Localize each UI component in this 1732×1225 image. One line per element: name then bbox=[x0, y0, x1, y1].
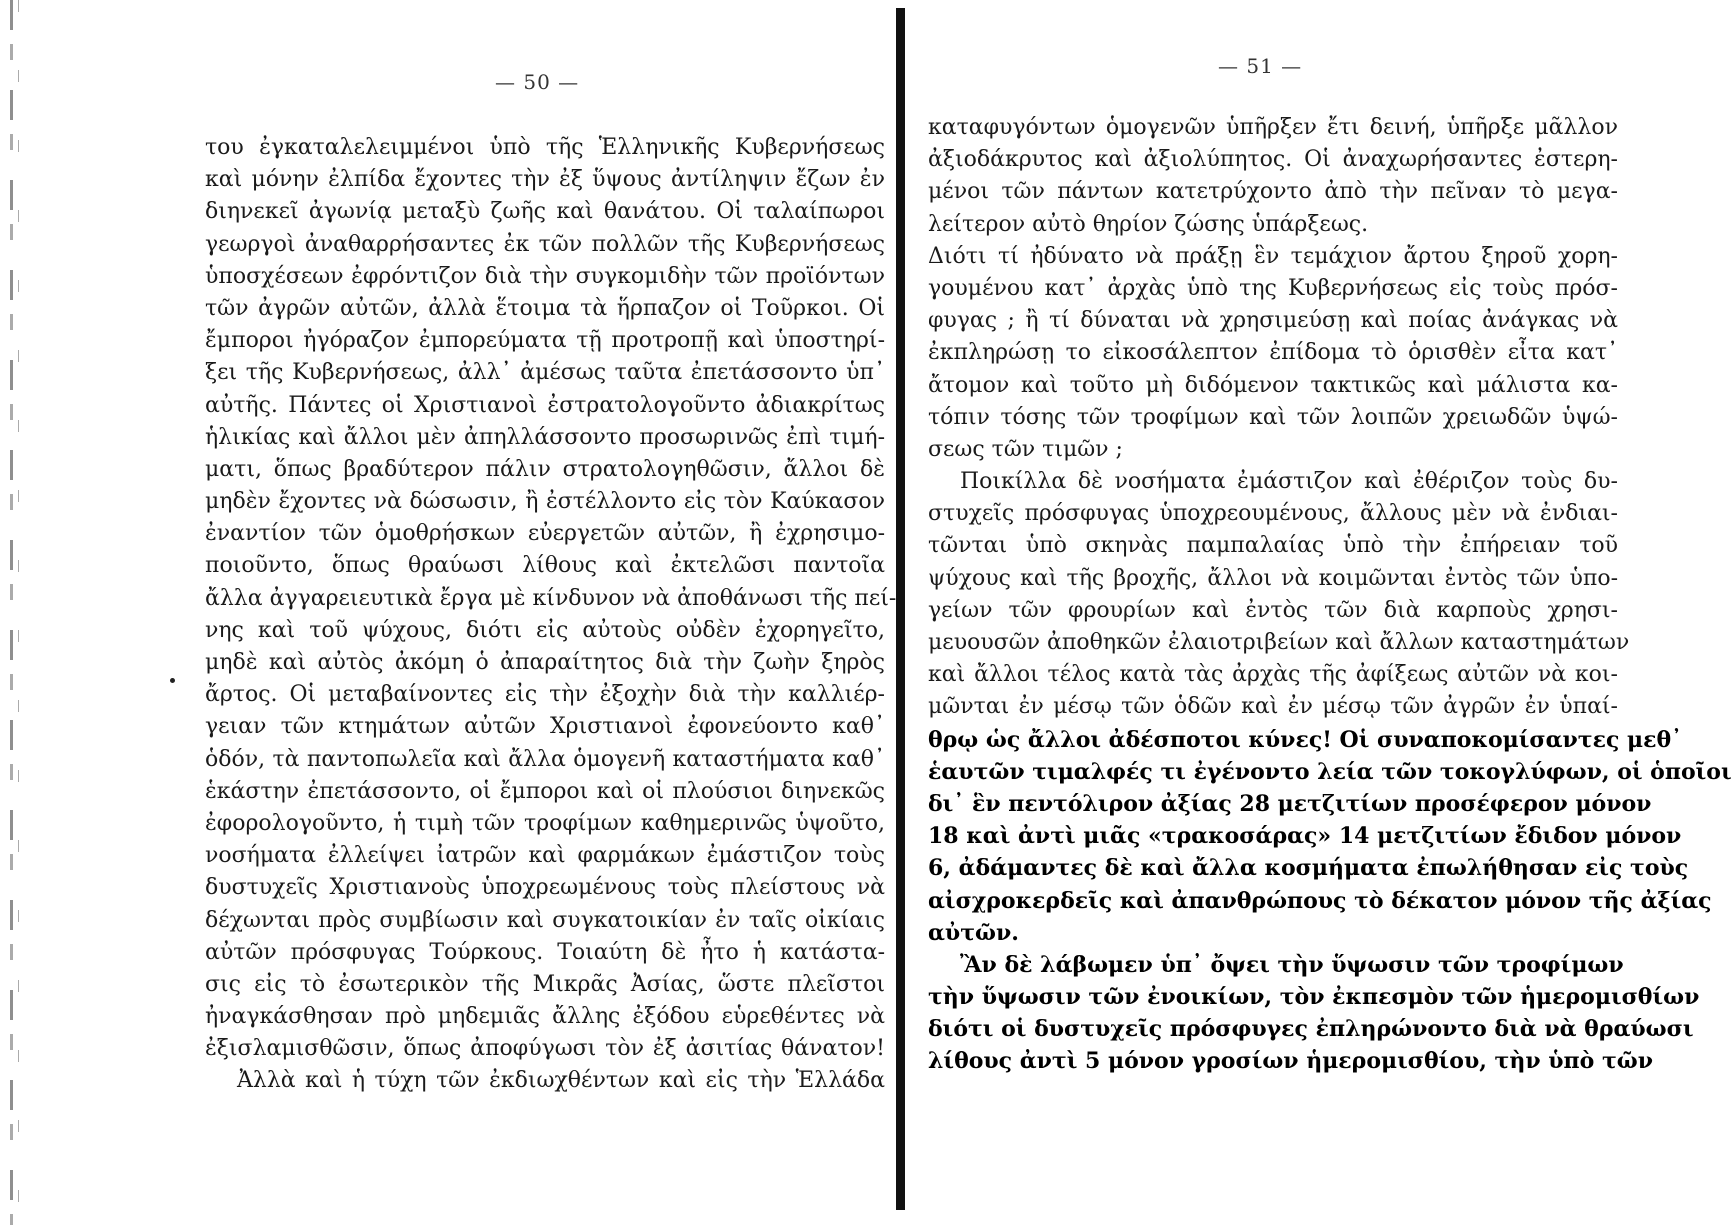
text-line: 18 καὶ ἀντὶ μιᾶς «τρακοσάρας» 14 μετζιτίων ἔδιδον μόνον bbox=[928, 823, 1682, 850]
text-line: μηδὲ καὶ αὐτὸς ἀκόμη ὁ ἀπαραίτητος διὰ τὴν ζωὴν ξηρὸς bbox=[205, 650, 885, 675]
text-line: ἐξισλαμισθῶσιν, ὅπως ἀποφύγωσι τὸν ἐξ ἀσιτίας θάνατον! bbox=[205, 1036, 885, 1062]
text-line: ἐκπληρώσῃ το εἰκοσάλεπτον ἐπίδομα τὸ ὁρισθὲν εἶτα κατ᾽ bbox=[928, 340, 1618, 366]
text-line: νης καὶ τοῦ ψύχους, διότι εἰς αὐτοὺς οὐδὲν ἐχορηγεῖτο, bbox=[205, 617, 885, 643]
text-line: ἄτομον καὶ τοῦτο μὴ διδόμενον τακτικῶς καὶ μάλιστα κα- bbox=[928, 372, 1618, 398]
text-line: του ἐγκαταλελειμμένοι ὑπὸ τῆς Ἑλληνικῆς Κυβερνήσεως bbox=[205, 135, 885, 160]
text-line: δυστυχεῖς Χριστιανοὺς ὑποχρεωμένους τοὺς πλείστους νὰ bbox=[205, 875, 885, 901]
text-line: νοσήματα ἐλλείψει ἰατρῶν καὶ φαρμάκων ἐμάστιζον τοὺς bbox=[205, 843, 885, 869]
text-line: μῶνται ἐν μέσῳ τῶν ὁδῶν καὶ ἐν μέσῳ τῶν ἀγρῶν ἐν ὑπαί- bbox=[928, 694, 1618, 720]
text-line: 6, ἀδάμαντες δὲ καὶ ἄλλα κοσμήματα ἐπωλήθησαν εἰς τοὺς bbox=[928, 855, 1689, 882]
text-line: Ἀλλὰ καὶ ἡ τύχη τῶν ἐκδιωχθέντων καὶ εἰς τὴν Ἑλλάδα bbox=[237, 1068, 885, 1094]
text-line: λείτερον αὐτὸ θηρίον ζώσης ὑπάρξεως. bbox=[928, 211, 1369, 237]
text-line: ἑαυτῶν τιμαλφές τι ἐγένοντο λεία τῶν τοκογλύφων, οἱ ὁποῖοι bbox=[928, 758, 1732, 785]
text-line: ἄλλα ἀγγαρειευτικὰ ἔργα μὲ κίνδυνον νὰ ἀποθάνωσι τῆς πεί- bbox=[205, 585, 897, 611]
page-number-left: — 50 — bbox=[495, 70, 580, 94]
text-line: τῶνται ὑπὸ σκηνὰς παμπαλαίας ὑπὸ τὴν ἐπήρειαν τοῦ bbox=[928, 533, 1618, 559]
text-line: Ποικίλλα δὲ νοσήματα ἐμάστιζον καὶ ἐθέριζον τοὺς δυ- bbox=[960, 469, 1618, 495]
text-line: τῶν ἀγρῶν αὐτῶν, ἀλλὰ ἕτοιμα τὰ ἥρπαζον οἱ Τοῦρκοι. Οἱ bbox=[205, 295, 885, 321]
text-line: γείων τῶν φρουρίων καὶ ἐντὸς τῶν διὰ καρποὺς χρησι- bbox=[928, 597, 1618, 623]
text-line: γουμένου κατ᾽ ἀρχὰς ὑπὸ της Κυβερνήσεως εἰς τοὺς πρόσ- bbox=[928, 275, 1618, 301]
text-line: δέχωνται πρὸς συμβίωσιν καὶ συγκατοικίαν ἐν ταῖς οἰκίαις bbox=[205, 907, 885, 933]
scan-edge-shadow-inner bbox=[18, 0, 19, 1225]
text-line: διότι οἱ δυστυχεῖς πρόσφυγες ἐπληρώνοντο διὰ νὰ θραύωσι bbox=[928, 1016, 1694, 1043]
scan-edge-shadow bbox=[10, 0, 13, 1225]
text-line: ὑποσχέσεων ἐφρόντιζον διὰ τὴν συγκομιδὴν τῶν προϊόντων bbox=[205, 263, 885, 289]
text-line: ἐφορολογοῦντο, ἡ τιμὴ τῶν τροφίμων καθημερινῶς ὑψοῦτο, bbox=[205, 810, 885, 836]
text-line: ἄρτος. Οἱ μεταβαίνοντες εἰς τὴν ἐξοχὴν διὰ τὴν καλλιέρ- bbox=[205, 682, 885, 708]
text-line: φυγας ; ἢ τί δύναται νὰ χρησιμεύσῃ καὶ ποίας ἀνάγκας νὰ bbox=[928, 308, 1618, 334]
text-line: στυχεῖς πρόσφυγας ὑποχρεουμένους, ἄλλους μὲν νὰ ἐνδιαι- bbox=[928, 501, 1618, 527]
text-line: δι᾽ ἓν πεντόλιρον ἀξίας 28 μετζιτίων προσέφερον μόνον bbox=[928, 790, 1652, 817]
text-line: καὶ μόνην ἐλπίδα ἔχοντες τὴν ἐξ ὕψους ἀντίληψιν ἔζων ἐν bbox=[205, 167, 885, 193]
text-line: αὐτῶν πρόσφυγας Τούρκους. Τοιαύτη δὲ ἦτο ἡ κατάστα- bbox=[205, 939, 885, 965]
left-page-text bbox=[205, 132, 897, 1098]
text-line: λίθους ἀντὶ 5 μόνον γροσίων ἡμερομισθίου, τὴν ὑπὸ τῶν bbox=[928, 1048, 1653, 1075]
right-page-text bbox=[928, 112, 1732, 1078]
text-line: σεως τῶν τιμῶν ; bbox=[928, 436, 1123, 462]
text-line: ἔμποροι ἠγόραζον ἐμπορεύματα τῇ προτροπῇ καὶ ὑποστηρί- bbox=[205, 328, 885, 354]
text-line: ἠναγκάσθησαν πρὸ μηδεμιᾶς ἄλλης ἐξόδου εὑρεθέντες νὰ bbox=[205, 1004, 885, 1030]
text-line: τὴν ὕψωσιν τῶν ἐνοικίων, τὸν ἐκπεσμὸν τῶν ἡμερομισθίων bbox=[928, 984, 1700, 1011]
text-line: αὐτῶν. bbox=[928, 919, 1019, 946]
text-line: γεωργοὶ ἀναθαρρήσαντες ἐκ τῶν πολλῶν τῆς Κυβερνήσεως bbox=[205, 231, 885, 257]
text-line: καὶ ἄλλοι τέλος κατὰ τὰς ἀρχὰς τῆς ἀφίξεως αὐτῶν νὰ κοι- bbox=[928, 662, 1618, 688]
text-line: μηδὲν ἔχοντες νὰ δώσωσιν, ἢ ἐστέλλοντο εἰς τὸν Καύκασον bbox=[205, 489, 885, 515]
page-number-right: — 51 — bbox=[1218, 54, 1303, 78]
text-line: αὐτῆς. Πάντες οἱ Χριστιανοὶ ἐστρατολογοῦντο ἀδιακρίτως bbox=[205, 392, 885, 418]
text-line: ποιοῦντο, ὅπως θραύωσι λίθους καὶ ἐκτελῶσι παντοῖα bbox=[205, 553, 885, 579]
text-line: θρῳ ὡς ἄλλοι ἀδέσποτοι κύνες! Οἱ συναποκομίσαντες μεθ᾽ bbox=[928, 726, 1683, 753]
text-line: αἰσχροκερδεῖς καὶ ἀπανθρώπους τὸ δέκατον μόνον τῆς ἀξίας bbox=[928, 887, 1712, 914]
text-line: ψύχους καὶ τῆς βροχῆς, ἄλλοι νὰ κοιμῶνται ἐντὸς τῶν ὑπο- bbox=[928, 565, 1618, 591]
text-line: Ἂν δὲ λάβωμεν ὑπ᾽ ὄψει τὴν ὕψωσιν τῶν τροφίμων bbox=[960, 951, 1624, 978]
book-gutter bbox=[896, 8, 905, 1210]
text-line: σις εἰς τὸ ἐσωτερικὸν τῆς Μικρᾶς Ἀσίας, ὥστε πλεῖστοι bbox=[205, 971, 885, 997]
margin-mark bbox=[170, 678, 175, 683]
text-line: ξει τῆς Κυβερνήσεως, ἀλλ᾽ ἀμέσως ταῦτα ἐπετάσσοντο ὑπ᾽ bbox=[205, 360, 885, 386]
text-line: ὁδόν, τὰ παντοπωλεῖα καὶ ἄλλα ὁμογενῆ καταστήματα καθ᾽ bbox=[205, 746, 885, 772]
text-line: ἡλικίας καὶ ἄλλοι μὲν ἀπηλλάσσοντο προσωρινῶς ἐπὶ τιμή- bbox=[205, 424, 885, 450]
text-line: μένοι τῶν πάντων κατετρύχοντο ἀπὸ τὴν πεῖναν τὸ μεγα- bbox=[928, 179, 1618, 205]
text-line: ἐναντίον τῶν ὁμοθρήσκων εὐεργετῶν αὐτῶν, ἢ ἐχρησιμο- bbox=[205, 521, 885, 547]
text-line: ματι, ὅπως βραδύτερον πάλιν στρατολογηθῶσιν, ἄλλοι δὲ bbox=[205, 456, 885, 482]
text-line: ἀξιοδάκρυτος καὶ ἀξιολύπητος. Οἱ ἀναχωρήσαντες ἐστερη- bbox=[928, 147, 1618, 173]
text-line: μευουσῶν ἀποθηκῶν ἐλαιοτριβείων καὶ ἄλλων καταστημάτων bbox=[928, 630, 1630, 655]
text-line: διηνεκεῖ ἀγωνίᾳ μεταξὺ ζωῆς καὶ θανάτου. Οἱ ταλαίπωροι bbox=[205, 199, 885, 225]
text-line: ἑκάστην ἐπετάσσοντο, οἱ ἔμποροι καὶ οἱ πλούσιοι διηνεκῶς bbox=[205, 778, 885, 804]
text-line: καταφυγόντων ὁμογενῶν ὑπῆρξεν ἔτι δεινή, ὑπῆρξε μᾶλλον bbox=[928, 115, 1618, 140]
text-line: τόπιν τόσης τῶν τροφίμων καὶ τῶν λοιπῶν χρειωδῶν ὑψώ- bbox=[928, 404, 1618, 430]
text-line: Διότι τί ἠδύνατο νὰ πράξῃ ἓν τεμάχιον ἄρτου ξηροῦ χορη- bbox=[928, 243, 1618, 269]
text-line: γειαν τῶν κτημάτων αὐτῶν Χριστιανοὶ ἐφονεύοντο καθ᾽ bbox=[205, 714, 885, 740]
